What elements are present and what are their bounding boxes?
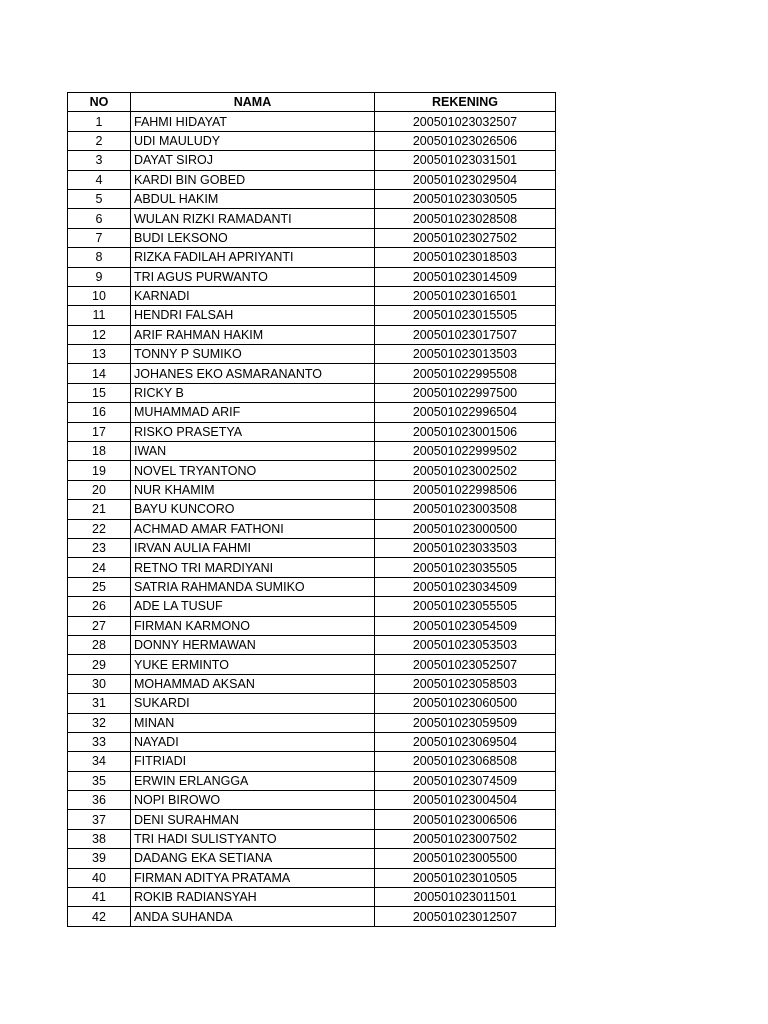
cell-rekening: 200501023012507 — [375, 907, 556, 926]
header-rekening: REKENING — [375, 93, 556, 112]
cell-rekening: 200501023033503 — [375, 538, 556, 557]
cell-nama: DAYAT SIROJ — [131, 151, 375, 170]
cell-no: 3 — [68, 151, 131, 170]
table-row — [68, 810, 556, 829]
cell-rekening: 200501023052507 — [375, 655, 556, 674]
cell-nama: NOPI BIROWO — [131, 791, 375, 810]
cell-nama: TRI AGUS PURWANTO — [131, 267, 375, 286]
cell-no: 27 — [68, 616, 131, 635]
cell-nama: ADE LA TUSUF — [131, 597, 375, 616]
table-row — [68, 461, 556, 480]
cell-no: 34 — [68, 752, 131, 771]
table-row — [68, 209, 556, 228]
table-row — [68, 849, 556, 868]
cell-nama: RETNO TRI MARDIYANI — [131, 558, 375, 577]
cell-no: 7 — [68, 228, 131, 247]
cell-no: 26 — [68, 597, 131, 616]
cell-nama: FIRMAN KARMONO — [131, 616, 375, 635]
table-row — [68, 888, 556, 907]
cell-rekening: 200501023054509 — [375, 616, 556, 635]
cell-rekening: 200501023028508 — [375, 209, 556, 228]
cell-rekening: 200501023014509 — [375, 267, 556, 286]
cell-rekening: 200501023004504 — [375, 791, 556, 810]
cell-rekening: 200501023060500 — [375, 694, 556, 713]
cell-nama: ROKIB RADIANSYAH — [131, 888, 375, 907]
table-row — [68, 713, 556, 732]
cell-no: 10 — [68, 286, 131, 305]
table-row — [68, 170, 556, 189]
cell-no: 42 — [68, 907, 131, 926]
table-row — [68, 655, 556, 674]
cell-nama: ARIF RAHMAN HAKIM — [131, 325, 375, 344]
cell-nama: MOHAMMAD AKSAN — [131, 674, 375, 693]
cell-rekening: 200501023074509 — [375, 771, 556, 790]
cell-no: 2 — [68, 131, 131, 150]
cell-nama: WULAN RIZKI RAMADANTI — [131, 209, 375, 228]
cell-no: 19 — [68, 461, 131, 480]
table-body — [68, 112, 556, 926]
table-row — [68, 248, 556, 267]
table-row — [68, 829, 556, 848]
cell-no: 32 — [68, 713, 131, 732]
cell-no: 21 — [68, 500, 131, 519]
cell-rekening: 200501023013503 — [375, 345, 556, 364]
cell-rekening: 200501023034509 — [375, 577, 556, 596]
cell-rekening: 200501022998506 — [375, 480, 556, 499]
cell-no: 30 — [68, 674, 131, 693]
table-row — [68, 674, 556, 693]
cell-nama: IWAN — [131, 442, 375, 461]
cell-rekening: 200501022996504 — [375, 403, 556, 422]
cell-nama: IRVAN AULIA FAHMI — [131, 538, 375, 557]
cell-nama: FITRIADI — [131, 752, 375, 771]
cell-nama: JOHANES EKO ASMARANANTO — [131, 364, 375, 383]
table-row — [68, 480, 556, 499]
cell-no: 5 — [68, 189, 131, 208]
cell-nama: YUKE ERMINTO — [131, 655, 375, 674]
table-row — [68, 616, 556, 635]
cell-rekening: 200501023031501 — [375, 151, 556, 170]
table-row — [68, 558, 556, 577]
cell-no: 1 — [68, 112, 131, 131]
cell-no: 31 — [68, 694, 131, 713]
cell-no: 8 — [68, 248, 131, 267]
table-row — [68, 228, 556, 247]
cell-no: 40 — [68, 868, 131, 887]
cell-rekening: 200501023055505 — [375, 597, 556, 616]
cell-rekening: 200501022995508 — [375, 364, 556, 383]
cell-nama: HENDRI FALSAH — [131, 306, 375, 325]
cell-no: 16 — [68, 403, 131, 422]
table-row — [68, 325, 556, 344]
cell-rekening: 200501023003508 — [375, 500, 556, 519]
cell-rekening: 200501022999502 — [375, 442, 556, 461]
cell-nama: MUHAMMAD ARIF — [131, 403, 375, 422]
cell-nama: NUR KHAMIM — [131, 480, 375, 499]
cell-nama: KARDI BIN GOBED — [131, 170, 375, 189]
table-row — [68, 306, 556, 325]
table-row — [68, 597, 556, 616]
table-row — [68, 286, 556, 305]
cell-no: 15 — [68, 383, 131, 402]
cell-nama: RICKY B — [131, 383, 375, 402]
cell-nama: MINAN — [131, 713, 375, 732]
cell-nama: SUKARDI — [131, 694, 375, 713]
table-row — [68, 442, 556, 461]
table-row — [68, 364, 556, 383]
table-row — [68, 189, 556, 208]
cell-rekening: 200501023015505 — [375, 306, 556, 325]
cell-no: 6 — [68, 209, 131, 228]
table-row — [68, 771, 556, 790]
cell-nama: FAHMI HIDAYAT — [131, 112, 375, 131]
cell-rekening: 200501023059509 — [375, 713, 556, 732]
cell-nama: ABDUL HAKIM — [131, 189, 375, 208]
cell-no: 11 — [68, 306, 131, 325]
cell-nama: TONNY P SUMIKO — [131, 345, 375, 364]
cell-nama: RISKO PRASETYA — [131, 422, 375, 441]
cell-rekening: 200501023002502 — [375, 461, 556, 480]
cell-no: 18 — [68, 442, 131, 461]
table-row — [68, 500, 556, 519]
cell-no: 12 — [68, 325, 131, 344]
cell-nama: DENI SURAHMAN — [131, 810, 375, 829]
cell-nama: NAYADI — [131, 732, 375, 751]
cell-no: 25 — [68, 577, 131, 596]
cell-nama: BAYU KUNCORO — [131, 500, 375, 519]
cell-no: 33 — [68, 732, 131, 751]
cell-rekening: 200501023058503 — [375, 674, 556, 693]
cell-no: 23 — [68, 538, 131, 557]
table-row — [68, 752, 556, 771]
cell-no: 35 — [68, 771, 131, 790]
cell-no: 39 — [68, 849, 131, 868]
cell-nama: DONNY HERMAWAN — [131, 635, 375, 654]
cell-nama: DADANG EKA SETIANA — [131, 849, 375, 868]
cell-rekening: 200501023068508 — [375, 752, 556, 771]
cell-rekening: 200501023006506 — [375, 810, 556, 829]
table-row — [68, 791, 556, 810]
cell-rekening: 200501023032507 — [375, 112, 556, 131]
table-row — [68, 635, 556, 654]
cell-no: 22 — [68, 519, 131, 538]
cell-no: 4 — [68, 170, 131, 189]
table-row — [68, 538, 556, 557]
cell-rekening: 200501023029504 — [375, 170, 556, 189]
cell-no: 17 — [68, 422, 131, 441]
table-row — [68, 907, 556, 926]
cell-no: 29 — [68, 655, 131, 674]
cell-rekening: 200501023018503 — [375, 248, 556, 267]
cell-no: 36 — [68, 791, 131, 810]
cell-rekening: 200501023030505 — [375, 189, 556, 208]
cell-rekening: 200501022997500 — [375, 383, 556, 402]
cell-rekening: 200501023001506 — [375, 422, 556, 441]
table-row — [68, 151, 556, 170]
cell-no: 9 — [68, 267, 131, 286]
account-table — [67, 92, 556, 927]
cell-no: 14 — [68, 364, 131, 383]
cell-no: 13 — [68, 345, 131, 364]
cell-nama: TRI HADI SULISTYANTO — [131, 829, 375, 848]
table-row — [68, 112, 556, 131]
spreadsheet-sheet — [67, 92, 555, 927]
table-row — [68, 267, 556, 286]
table-row — [68, 519, 556, 538]
cell-nama: ANDA SUHANDA — [131, 907, 375, 926]
cell-nama: ERWIN ERLANGGA — [131, 771, 375, 790]
table-row — [68, 422, 556, 441]
cell-rekening: 200501023027502 — [375, 228, 556, 247]
header-no: NO — [68, 93, 131, 112]
cell-rekening: 200501023011501 — [375, 888, 556, 907]
cell-nama: RIZKA FADILAH APRIYANTI — [131, 248, 375, 267]
cell-rekening: 200501023005500 — [375, 849, 556, 868]
cell-no: 28 — [68, 635, 131, 654]
table-row — [68, 131, 556, 150]
table-row — [68, 868, 556, 887]
cell-rekening: 200501023010505 — [375, 868, 556, 887]
table-row — [68, 732, 556, 751]
table-row — [68, 577, 556, 596]
cell-rekening: 200501023007502 — [375, 829, 556, 848]
cell-nama: UDI MAULUDY — [131, 131, 375, 150]
cell-no: 20 — [68, 480, 131, 499]
header-nama: NAMA — [131, 93, 375, 112]
cell-rekening: 200501023053503 — [375, 635, 556, 654]
cell-no: 37 — [68, 810, 131, 829]
cell-rekening: 200501023026506 — [375, 131, 556, 150]
cell-nama: ACHMAD AMAR FATHONI — [131, 519, 375, 538]
cell-nama: NOVEL TRYANTONO — [131, 461, 375, 480]
cell-rekening: 200501023035505 — [375, 558, 556, 577]
cell-no: 41 — [68, 888, 131, 907]
table-row — [68, 383, 556, 402]
cell-rekening: 200501023069504 — [375, 732, 556, 751]
table-row — [68, 694, 556, 713]
cell-rekening: 200501023017507 — [375, 325, 556, 344]
table-row — [68, 403, 556, 422]
cell-nama: SATRIA RAHMANDA SUMIKO — [131, 577, 375, 596]
cell-nama: KARNADI — [131, 286, 375, 305]
cell-rekening: 200501023016501 — [375, 286, 556, 305]
cell-no: 38 — [68, 829, 131, 848]
cell-rekening: 200501023000500 — [375, 519, 556, 538]
cell-no: 24 — [68, 558, 131, 577]
header-row — [68, 93, 556, 112]
cell-nama: BUDI LEKSONO — [131, 228, 375, 247]
table-row — [68, 345, 556, 364]
cell-nama: FIRMAN ADITYA PRATAMA — [131, 868, 375, 887]
